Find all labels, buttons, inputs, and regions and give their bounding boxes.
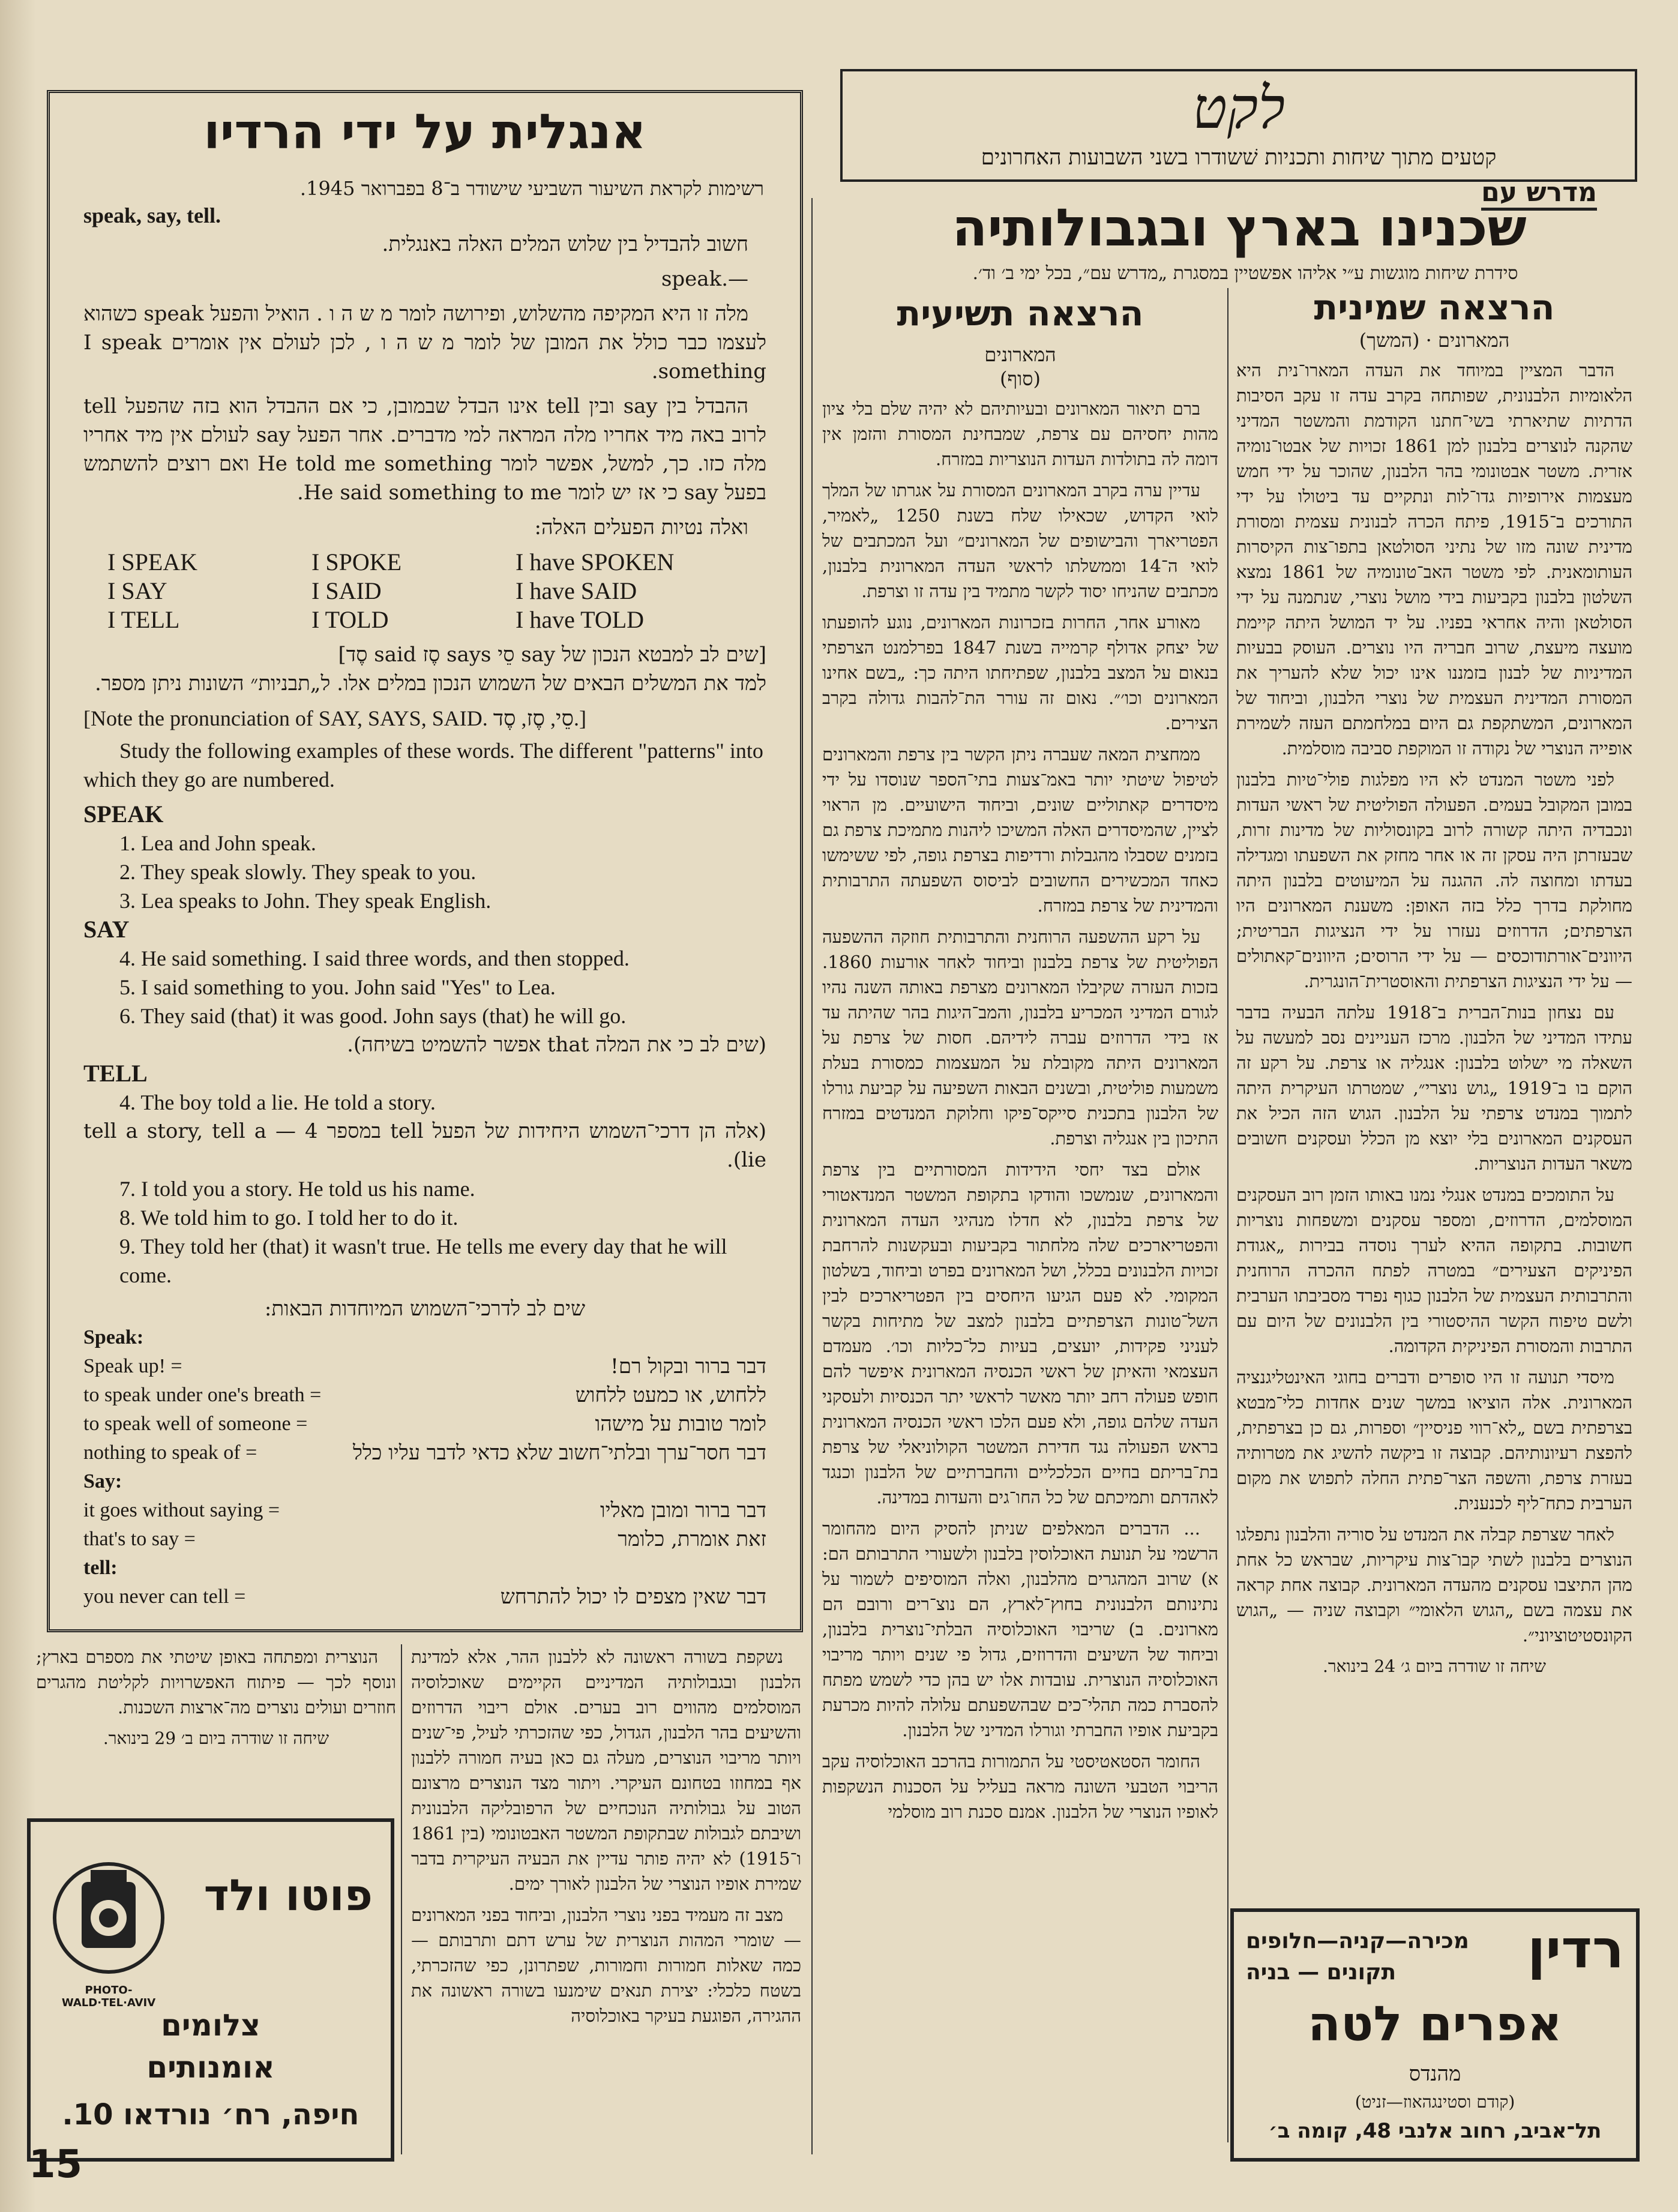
logo-text: PHOTO-WALD·TEL·AVIV <box>61 1984 156 2009</box>
paragraph: הנוצרית ומפתחה באופן שיטתי את מספרם בארץ; ונוסף לכך — פיתוח האפשרויות לקליטת מהגרים חוזרים ועולים נוצרים מה־ארצות השכנות. <box>36 1647 396 1718</box>
paragraph: הדבר המציין במיוחד את העדה המארו־נית היא הלאומיות הלבנונית, שפותחה בקרב עדה זו עקב הסיבות הדתיות שתיארתי בשי־חתנו הקודמת והמשטר המדיני שהקנה לנוצרים בלבנון למן 1861 זכויות של אבטו־נומיה אזרית. משטר אבטונומי בהר הלבנון, שהוכר על ידי חמש מעצמות אירופיות גדו־לות ונתקיים עד ביטולו על ידי התורכים ב־1915, פיתח הכרה לבנונית עצמית ומסורת מדינית שונה מזו של נתיני הסולטאן בתפו־צות הקיסרות העותומאנית. לפי משטר האב־טונומיה של 1861 נמצא השלטון בלבנון בקביעות בידי מושל נוצרי, שנתמנה על ידי הסולטאן והיה אחראי בפניו. על יד המושל היתה קיימת מועצה מיעצת, שרוב חבריה היו נוצרים. העוסק בבעיות המדיניות של לבנון בזמננו אינו יכול שלא להעריך את המסורת המדינית העצמית של נוצרי הלבנון, וביחוד של המארונים, המשתקפת גם היום במלחמתם העזה לשמירת אופייה הנוצרי של נקודה זו המוקפת סביבה מוסלמית. <box>1236 360 1632 759</box>
column-rule <box>1227 288 1228 2142</box>
idioms-tell <box>83 1582 766 1611</box>
idiom-row <box>83 1438 766 1467</box>
idiom-hebrew: זאת אומרת, כלומר <box>618 1527 766 1551</box>
photo-wald-name: פוטו ולד <box>203 1870 373 1920</box>
idioms-speak-heading: Speak: <box>83 1326 144 1348</box>
paragraph: ... הדברים המאלפים שניתן להסיק היום מהחומר הרשמי על תנועת האוכלוסין בלבנון ולשעורי התרבותם הם: א) שרוב המהגרים מהלבנון, ואלה המוסיפים לשמור על נתינותם הלבנונית בחוץ־לארץ, הם נוצ־רים ורובם הם מארונים. ב) שריבוי האוכלוסיה הבלתי־נוצרית בלבנון, וביחוד של השיעים והדרוזים, גדול פי שנים ויותר מריבוי האוכלוסיה הנוצרית. עובדות אלו יש בהן כדי לשמש מפתח להסברת כמה תהלי־כים שבהשפעתם עלולה להיות מכרעת בקביעת אופיו החברתי וגורלו המדיני של הלבנון. <box>822 1518 1218 1740</box>
idiom-english: to speak under one's breath = <box>83 1384 322 1406</box>
photo-ad-line-2: אומנותים <box>146 2050 275 2085</box>
idiom-english: nothing to speak of = <box>83 1441 257 1464</box>
idioms-say <box>83 1496 766 1554</box>
study-instruction: Study the following examples of these words. The different "patterns" into which they go are numbered. <box>83 739 763 792</box>
paragraph: עדיין ערה בקרב המארונים המסורת על אגרתו של המלך לואי הקדוש, שכאילו שלח בשנת 1250 „לאמיר, הפטריארך והבישופים של המארונים״ ועל המכתבים של לואי ה־14 וממשלתו לראשי העדה המארונית בלבנון, מכתבים שהניחו יסוד לקשר מתמיד בין עדה זו וצרפת. <box>822 480 1218 601</box>
bottom-left-date-note: שיחה זו שודרה ביום ב׳ 29 בינואר. <box>103 1728 329 1748</box>
section-tell: TELL <box>83 1060 148 1087</box>
examples-note-he: למד את המשלים הבאים של השמוש הנכון במלים אלו. ל„תבניות״ השונות ניתן מספר. <box>94 672 766 696</box>
idioms-say-heading: Say: <box>83 1470 122 1492</box>
example-sentence: 3. Lea speaks to John. They speak English. <box>119 889 492 913</box>
idiom-hebrew: ללחוש, או כמעט ללחוש <box>575 1383 766 1407</box>
say-examples <box>83 944 766 1030</box>
tell-examples <box>83 1088 766 1117</box>
radin-role: מהנדס <box>1409 2062 1461 2086</box>
tell-examples-2 <box>83 1174 766 1290</box>
bottom-middle-text <box>411 1644 801 2154</box>
tell-note: (אלה הן דרכי־השמוש היחידות של הפעל tell במספר 4 — tell a story, tell a lie). <box>83 1119 766 1172</box>
idiom-english: to speak well of someone = <box>83 1413 308 1435</box>
idioms-intro: שים לב לדרכי־השמוש המיוחדות הבאות: <box>264 1297 586 1321</box>
paragraph: מאורע אחר, החרות בזכרונות המארונים, נוגע להופעתו של יצחק אדולף קרמייה בשנת 1847 בפרלמנט הצרפתי בנאום על המצב בלבנון, שפתיחתו היתה כך: „בשם אחינו המארונים וכו׳״. נאום זה עורר הת־להבות גדולה בקרב הצירים. <box>822 612 1218 733</box>
paragraph: ההבדל בין say ובין tell אינו הבדל שבמובן, כי אם ההבדל הוא בזה שהפעל tell לרוב באה מיד אחריו מלה המראה למי מדברים. אחר הפעל say לעולם אין מיד אחריו מלה כזו. כך, למשל, אפשר לומר He told me something ואם רוצים להשתמש בפעל say כי אז יש לומר He said something to me. <box>83 394 766 505</box>
conjugation-cell: I TELL <box>107 606 180 633</box>
lecture-9-body <box>822 396 1218 2100</box>
example-sentence: 8. We told him to go. I told her to do it. <box>119 1206 459 1230</box>
example-sentence: 4. He said something. I said three words, and then stopped. <box>119 946 630 970</box>
conjugation-cell: I have TOLD <box>516 606 645 633</box>
section-speak: SPEAK <box>83 801 164 828</box>
conjugation-cell: I SPEAK <box>107 548 198 576</box>
idiom-row <box>83 1496 766 1525</box>
radin-services-1: מכירה—קניה—חלופים <box>1246 1929 1469 1953</box>
example-sentence: 1. Lea and John speak. <box>119 831 316 855</box>
lesson-title: אנגלית על ידי הרדיו <box>203 104 646 160</box>
paragraph: לפני משטר המנדט לא היו מפלגות פולי־טיות בלבנון במובן המקובל בעמים. הפעולה הפוליטית של ראשי העדות ונכבדיה היתה קשורה לרוב בקונסוליות של מדינות זרות, שבעזרתן היה עסקן זה או אחר מחזק את השפעתו ומגדילה בעדתו ומחוצה לה. ההגנה על המיעוטים בלבנון היתה מחולקת בדרך כלל בזה האופן: משענת המארונים היו הצרפתים; הדרוזים נעזרו על ידי הנציגות הבריטית; היוונים־אורתודוכסים — על ידי הרוסים; היוונים־קאתולים — על ידי הנציגות הצרפתית והאוסטרית־הונגרית. <box>1236 769 1632 991</box>
lecture-8-title: הרצאה שמינית <box>1314 287 1555 328</box>
example-sentence: 4. The boy told a lie. He told a story. <box>119 1090 436 1114</box>
paragraph: ברם תיאור המארונים ובעיותיהם לא יהיה שלם בלי ציון מהות יחסיהם עם צרפת, שמבחינת המסורת והזמן אין דומה לה בתולדות העדות הנוצריות במזרח. <box>822 398 1218 469</box>
lecture-9-subtitle-2: (סוף) <box>1000 367 1041 390</box>
paragraph: מיסדי תנועה זו היו סופרים ודברים בחוגי האינטליגנציה המארונית. אלה הוציאו במשך שנים אחדות כלי־מבטא בצרפתית בשם „לא־רווי פניסיין״ וספרות, גם כן בצרפתית, להפצת רעיונותיהם. קבוצה זו ביקשה להשיג את מטרותיה בעזרת צרפת, והשפה הצר־פתית החלה לתפוש את מקום הערבית כתח־ליף לכנענית. <box>1236 1367 1632 1513</box>
radin-formerly: (קודם וסטינגהאוז—זניט) <box>1355 2092 1515 2112</box>
camera-logo-icon <box>49 1858 169 1978</box>
radin-ad <box>1230 1908 1640 2162</box>
broadcast-date-note: שיחה זו שודרה ביום ג׳ 24 בינואר. <box>1323 1656 1546 1676</box>
series-note: סידרת שיחות מוגשות ע״י אליהו אפשטיין במסגרת „מדרש עם״, בכל ימי ב׳ וד׳. <box>972 263 1518 284</box>
lesson-heading: speak, say, tell. <box>83 203 221 227</box>
idiom-hebrew: דבר ברור ובקול רם! <box>610 1354 766 1378</box>
pronunciation-note-he: [שים לב למבטא הנכון של say סֵי says סֶז said סֶד] <box>338 643 766 667</box>
conjugation-row <box>107 548 766 577</box>
pronunciation-note-en: [Note the pronunciation of SAY, SAYS, SAID. סֵי, סֶז, סֶד.] <box>83 706 586 730</box>
example-sentence: 6. They said (that) it was good. John says (that) he will go. <box>119 1004 627 1028</box>
idiom-row <box>83 1582 766 1611</box>
idiom-english: you never can tell = <box>83 1585 246 1608</box>
radin-services-2: תקונים — בניה <box>1246 1960 1397 1985</box>
bottom-left-paragraphs <box>36 1644 396 1720</box>
paragraph: על רקע ההשפעה הרוחנית והתרבותית חוזקה ההשפעה הפוליטית של צרפת בלבנון וביחוד לאחר אורעות 1860. בזכות העזרה שקיבלו המארונים מצרפת באותה השנה נהיו לגורם המדיני המכריע בלבנון, והמב־היגות בהר שהיתה עד אז בידי הדרוזים עברה לידיהם. חסות של צרפת על המארונים היתה מקובלת על המעצמות כמסורת בעלת משמעות פוליטית, ובשנים הבאות השפיעה על קביעת גורלו של הלבנון בתכנית סייקס־פיקו וחלוקת המנדטים במזרח התיכון בין אנגליה וצרפת. <box>822 927 1218 1149</box>
idiom-row <box>83 1410 766 1438</box>
lesson-subtitle: רשימות לקראת השיעור השביעי שישודר ב־8 בפברואר 1945. <box>299 177 764 200</box>
lesson-intro <box>83 230 766 542</box>
idioms-tell-heading: tell: <box>83 1557 118 1579</box>
section-say: SAY <box>83 916 130 943</box>
speak-examples <box>83 829 766 915</box>
conjugation-cell: I SAID <box>311 577 382 604</box>
leket-title: לקט <box>1192 74 1286 142</box>
conjugation-cell: I SAY <box>107 577 167 604</box>
idiom-hebrew: דבר חסר־ערך ובלתי־חשוב שלא כדאי לדבר עליו כלל <box>352 1441 766 1465</box>
idioms-speak <box>83 1352 766 1467</box>
idiom-hebrew: לומר טובות על מישהו <box>595 1412 766 1436</box>
conjugation-cell: I SPOKE <box>311 548 402 576</box>
lesson-body <box>83 201 766 1611</box>
paragraph: מצב זה מעמיד בפני נוצרי הלבנון, וביחוד בפני המארונים — שומרי המהות הנוצרית של ערש דתם ותרבותם — כמה שאלות חמורות וחמורות, שפתרונן, כפי שהזכרתי, בשטח כלכלי: יצירת תנאים שימנעו בשורה ראשונה את ההגירה, הפוגעת בעיקר באוכלוסיה <box>411 1905 801 2026</box>
example-sentence: 9. They told her (that) it wasn't true. He tells me every day that he will come. <box>119 1234 727 1287</box>
paragraph: אולם בצד יחסי הידידות המסורתיים בין צרפת והמארונים, שנמשכו והודקו בתקופת המשטר המנדאטורי של צרפת בלבנון, לא חדלו מנהיגי העדה המארונית והפטריארכים שלה מלחתור בקביעות ובעקשנות להרחבת זכויות הלבנונים בכלל, ושל המארונים בפרט וביחוד, בשלטון המקומי. לא פעם הגיעו היחסים בין הפטריארכים לבין השל־טונות הצרפתיים בלבנון למצב של מתיחות בקשר לעניני פקידות, יועצים, בעיות כל־כליות וכו׳. מעמדם העצמאי והאיתן של ראשי הכנסיה המארונית איפשר להם חופש פעולה רחב יותר מאשר לראשי יתר הכנסיות ולעסקני העדה שלהם גופה, ולא פעם הלכו ראשי הכנסיה המארונית בראש הפעולה נגד חדירת המשטר הקולוניאלי של צרפת בת־בריתם בחיים הכלכליים והחברתיים של הלבנון וכנגד לאהדתם ותמיכתם של כל החו־גים והעדות במדינה. <box>822 1159 1218 1507</box>
paragraph: נשקפת בשורה ראשונה לא ללבנון ההר, אלא למדינת הלבנון ובגבולותיה המדיניים הקיימים שאוכלוסיה המוסלמים מהווים רוב בערים. אולם ריבוי הדרוזים והשיעים בהר הלבנון, הגדול, כפי שהזכרתי לעיל, פי־שנים ויותר מריבוי הנוצרים, מעלה גם כאן בעיה חמורה ללבנון אף במחוזו בטחונם העיקרי. ויתור מצד הנוצרים מרצונם הטוב על גבולותיה הנוכחיים של הרפובליקה הלבנונית ושיבתם לגבולות שבתקופת המשטר האבטונומי (בין 1861 ו־1915) לא יהיה פותר עדיין את הבעיה העיקרית בדבר שמירת אופיו הנוצרי של הלבנון לאורך ימים. <box>411 1647 801 1894</box>
paragraph: מלה זו היא המקיפה מהשלוש, ופירושה לומר מ ש ה ו . הואיל והפעל speak כשהוא לעצמו כבר כולל את המובן של לומר מ ש ה ו , לכן לעולם אין אומרים I speak something. <box>83 302 766 383</box>
idiom-row <box>83 1525 766 1554</box>
photo-ad-line-1: צלומים <box>161 2008 260 2043</box>
conjugation-row <box>107 577 766 606</box>
photo-wald-ad <box>27 1818 394 2162</box>
lecture-9-title: הרצאה תשיעית <box>897 293 1144 334</box>
paragraph: עם נצחון בנות־הברית ב־1918 עלתה הבעיה בדבר עתידו המדיני של הלבנון. מרכז העניינים נסב למעשה על השאלה מי ישלוט בלבנון: אנגליה או צרפת. על רקע זה הוקם בו ב־1919 „גוש נוצרי״, שמטרתו העיקרית היתה לתמוך במנדט צרפתי על הלבנון. הגוש הזה הכיל את העסקנים המארונים בלי יוצא מן הכלל ועסקנים חשובים משאר העדות הנוצריות. <box>1236 1002 1632 1174</box>
paragraph: —.speak <box>661 267 748 291</box>
lecture-8-body <box>1236 358 1632 1900</box>
paragraph: לאחר שצרפת קבלה את המנדט על סוריה והלבנון נתפלגו הנוצרים בלבנון לשתי קבו־צות עיקריות, שבראש כל אחת מהן התיצבו עסקנים מהעדה המארונית. קבוצה אחת קראה את עצמה בשם „הגוש הלאומי״ וקבוצה שניה — „הגוש הקונסטיטוציוני״. <box>1236 1524 1632 1645</box>
idiom-english: Speak up! = <box>83 1355 182 1377</box>
idiom-hebrew: דבר ברור ומובן מאליו <box>600 1498 766 1522</box>
lecture-8-subtitle: המארונים · (המשך) <box>1359 329 1510 352</box>
idiom-english: that's to say = <box>83 1528 196 1550</box>
paragraph: חשוב להבדיל בין שלוש המלים האלה באנגלית. <box>382 232 748 256</box>
main-headline: שכנינו בארץ ובגבולותיה <box>952 198 1527 258</box>
paragraph: ממחצית המאה שעברה ניתן הקשר בין צרפת והמארונים לטיפול שיטתי יותר באמ־צעות בתי־הספר שנוסדו על ידי מיסדרים קאתוליים שונים, וביחוד הישועיים. מן הראוי לציין, שהמיסדרים האלה המשיכו ליהנות מתמיכת צרפת גם בזמנים שסבלו מהגבלות ורדיפות בצרפת גופה, לפי ששימשו כאחד המכשירים החשובים לביסוס השפעתה התרבותית והמדינית של צרפת במזרח. <box>822 744 1218 916</box>
page-number: 15 <box>29 2142 83 2187</box>
idiom-hebrew: דבר שאין מצפים לו יכול להתרחש <box>500 1585 766 1609</box>
paragraph: החומר הסטאטיסטי על התמורות בהרכב האוכלוסיה עקב הריבוי הטבעי השונה מראה בעליל על הסכנות הנשקפות לאופיו הנוצרי של הלבנון. אמנם סכנת רוב מוסלמי <box>822 1751 1218 1822</box>
bottom-left-text <box>36 1644 396 1788</box>
radin-name: רדין <box>1527 1918 1624 1980</box>
leket-subtitle: קטעים מתוך שיחות ותכניות שׁשודרו בשני השבועות האחרונים <box>981 145 1497 170</box>
idiom-english: it goes without saying = <box>83 1499 280 1521</box>
conjugation-cell: I TOLD <box>311 606 389 633</box>
conjugation-table <box>107 548 766 634</box>
say-note: (שים לב כי את המלה that אפשר להשמיט בשיחה). <box>347 1033 766 1057</box>
midrash-am-label: מדרש עם <box>1481 177 1597 211</box>
conjugation-cell: I have SPOKEN <box>516 548 675 576</box>
idiom-row <box>83 1381 766 1410</box>
example-sentence: 5. I said something to you. John said "Yes" to Lea. <box>119 975 556 999</box>
leket-header-box <box>840 69 1637 182</box>
english-lesson-box <box>47 90 803 1632</box>
photo-ad-address: חיפה, רח׳ נורדאו 10. <box>62 2098 359 2132</box>
radin-person: אפרים לטה <box>1308 1996 1562 2052</box>
radin-address: תל־אביב, רחוב אלנבי 48, קומה ב׳ <box>1268 2119 1602 2143</box>
lecture-9-subtitle: המארונים <box>984 343 1056 366</box>
idiom-row <box>83 1352 766 1381</box>
conjugation-row <box>107 606 766 634</box>
paragraph: ואלה נטיות הפעלים האלה: <box>534 515 748 539</box>
example-sentence: 7. I told you a story. He told us his name. <box>119 1177 475 1201</box>
column-rule <box>811 198 813 2154</box>
paragraph: על התומכים במנדט אנגלי נמנו באותו הזמן רוב העסקנים המוסלמים, הדרוזים, ומספר עסקנים ומשפחות נוצריות חשובות. בתקופה ההיא לערך נוסדה בבירות „אגודת הפיניקים הצעירים״ במטרה לפתח ההכרה הרוחנית והתרבותית העצמית של הלבנון כגוף נפרד מסביבתו הערבית ולשם טיפוח הקשר ההיסטורי בין הלבנונים של היום עם התרבות והמסורת הפיניקית הקדומה. <box>1236 1185 1632 1356</box>
example-sentence: 2. They speak slowly. They speak to you. <box>119 860 477 884</box>
conjugation-cell: I have SAID <box>516 577 637 604</box>
column-rule <box>401 1644 402 2154</box>
